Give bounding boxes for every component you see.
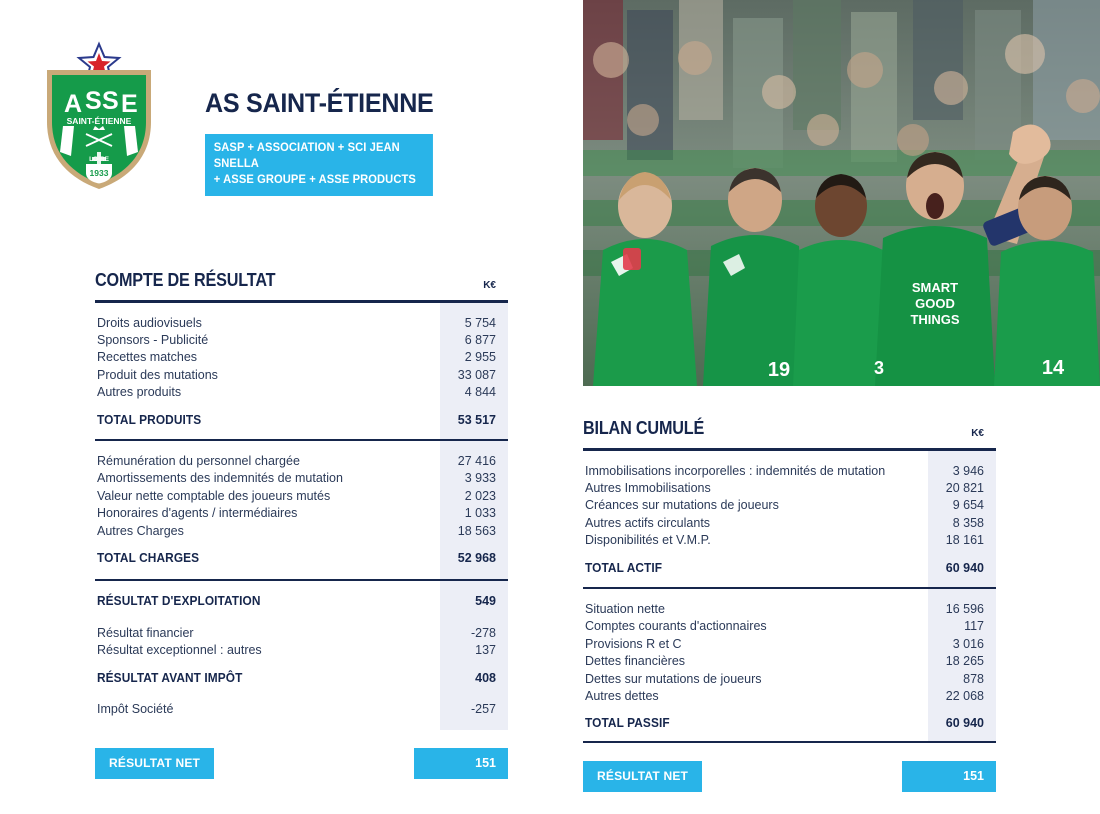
- table-row: [583, 601, 996, 618]
- svg-text:E: E: [121, 90, 138, 118]
- row-value: 6 877: [464, 332, 496, 347]
- table-row: [95, 523, 508, 540]
- row-label: TOTAL ACTIF: [585, 560, 663, 575]
- row-value: 2 023: [464, 488, 496, 503]
- row-label: Autres dettes: [585, 688, 659, 703]
- row-value: 3 016: [952, 636, 984, 651]
- club-scope-tag-line1: SASP + ASSOCIATION + SCI JEAN SNELLA: [213, 142, 400, 170]
- asse-club-crest-icon: [38, 40, 160, 192]
- net-result-label: RÉSULTAT NET: [583, 761, 702, 792]
- income-statement-header: [95, 270, 508, 300]
- table-row: [95, 642, 508, 659]
- table-row: [95, 625, 508, 642]
- row-value: 1 033: [464, 506, 496, 521]
- row-value: 137: [475, 643, 496, 658]
- row-label: Immobilisations incorporelles : indemnités de mutation: [585, 463, 886, 478]
- table-row: [95, 315, 508, 332]
- club-scope-tag-line2: + ASSE GROUPE + ASSE PRODUCTS: [213, 174, 416, 186]
- table-row: [95, 470, 508, 487]
- row-label: Rémunération du personnel chargée: [97, 453, 300, 468]
- row-value: 3 946: [952, 463, 984, 478]
- svg-text:THINGS: THINGS: [910, 312, 960, 327]
- row-value: 8 358: [952, 515, 984, 530]
- table-row: [583, 463, 996, 480]
- club-scope-tag: [205, 134, 433, 196]
- svg-text:LOIRE: LOIRE: [89, 156, 109, 163]
- table-row: [95, 453, 508, 470]
- row-label: Disponibilités et V.M.P.: [585, 533, 711, 548]
- row-label: Dettes sur mutations de joueurs: [585, 671, 762, 686]
- table-row-total-liabilities: [583, 715, 996, 732]
- balance-sheet-bottom-rule: [583, 741, 996, 743]
- balance-sheet-net-result-bar: [583, 761, 996, 792]
- balance-sheet-liabilities-rows: [583, 589, 996, 741]
- row-label: Produit des mutations: [97, 367, 218, 382]
- table-row: [583, 480, 996, 497]
- income-statement-operating-rows: [95, 581, 508, 730]
- svg-text:SAINT-ÉTIENNE: SAINT-ÉTIENNE: [66, 116, 132, 126]
- svg-text:A: A: [64, 90, 83, 118]
- club-name-title: AS SAINT-ÉTIENNE: [205, 88, 434, 118]
- row-value: 5 754: [464, 315, 496, 330]
- balance-sheet-assets-rows: [583, 451, 996, 587]
- income-statement-title: COMPTE DE RÉSULTAT: [95, 270, 276, 290]
- row-value: 60 940: [945, 716, 984, 731]
- table-row: [95, 488, 508, 505]
- row-value: 18 563: [457, 523, 496, 538]
- players-celebration-photo: [583, 0, 1100, 386]
- balance-sheet-block: [583, 418, 996, 792]
- row-value: 52 968: [457, 550, 496, 565]
- svg-text:GOOD: GOOD: [915, 296, 955, 311]
- table-row-pretax-result: [95, 670, 508, 687]
- income-statement-block: [95, 270, 508, 779]
- row-value: -278: [470, 625, 496, 640]
- row-label: Comptes courants d'actionnaires: [585, 619, 767, 634]
- table-row-total-assets: [583, 560, 996, 577]
- row-label: TOTAL PASSIF: [585, 716, 670, 731]
- table-row: [583, 515, 996, 532]
- table-row: [583, 497, 996, 514]
- row-value: 22 068: [945, 688, 984, 703]
- row-value: 3 933: [464, 471, 496, 486]
- income-statement-net-result-bar: [95, 748, 508, 779]
- row-value: 2 955: [464, 350, 496, 365]
- row-label: Provisions R et C: [585, 636, 682, 651]
- income-statement-rows: [95, 303, 508, 439]
- row-label: Dettes financières: [585, 654, 686, 669]
- row-value: 9 654: [952, 498, 984, 513]
- table-row: [95, 367, 508, 384]
- row-label: Sponsors - Publicité: [97, 332, 209, 347]
- row-value: -257: [470, 702, 496, 716]
- row-label: Résultat financier: [97, 625, 194, 640]
- row-value: 60 940: [945, 560, 984, 575]
- row-label: Situation nette: [585, 601, 665, 616]
- svg-text:14: 14: [1041, 357, 1065, 379]
- table-row: [583, 532, 996, 549]
- svg-text:1933: 1933: [89, 168, 109, 178]
- table-row: [583, 653, 996, 670]
- row-value: 878: [963, 671, 984, 686]
- net-result-label: RÉSULTAT NET: [95, 748, 214, 779]
- table-row: [583, 688, 996, 705]
- net-result-value: 151: [902, 761, 996, 792]
- row-value: 408: [475, 670, 496, 685]
- income-statement-unit: K€: [483, 280, 496, 291]
- table-row-operating-result: [95, 593, 508, 610]
- svg-text:3: 3: [873, 358, 885, 378]
- table-row-total-products: [95, 412, 508, 429]
- svg-text:19: 19: [767, 359, 791, 381]
- row-value: 20 821: [945, 480, 984, 495]
- row-value: 27 416: [457, 453, 496, 468]
- net-result-value: 151: [414, 748, 508, 779]
- row-value: 117: [964, 619, 984, 634]
- row-label: TOTAL PRODUITS: [97, 412, 202, 427]
- balance-sheet-header: [583, 418, 996, 448]
- row-label: TOTAL CHARGES: [97, 550, 200, 565]
- table-row: [95, 332, 508, 349]
- row-label: Autres Charges: [97, 523, 184, 538]
- row-label: Amortissements des indemnités de mutation: [97, 471, 343, 486]
- row-label: Autres actifs circulants: [585, 515, 711, 530]
- row-label: Honoraires d'agents / intermédiaires: [97, 506, 298, 521]
- table-row-total-charges: [95, 550, 508, 567]
- income-statement-charges-rows: [95, 441, 508, 579]
- svg-text:SMART: SMART: [911, 280, 959, 295]
- table-row: [95, 505, 508, 522]
- svg-text:S: S: [102, 87, 119, 115]
- svg-text:S: S: [85, 87, 102, 115]
- table-row: [95, 384, 508, 401]
- row-label: Résultat exceptionnel : autres: [97, 643, 262, 658]
- row-value: 18 265: [945, 654, 984, 669]
- row-label: Impôt Société: [97, 702, 174, 716]
- row-value: 18 161: [945, 533, 984, 548]
- row-label: Autres Immobilisations: [585, 480, 711, 495]
- row-value: 4 844: [464, 385, 496, 400]
- row-value: 16 596: [945, 601, 984, 616]
- row-label: Créances sur mutations de joueurs: [585, 498, 779, 513]
- row-value: 549: [475, 594, 496, 609]
- row-value: 33 087: [457, 367, 496, 382]
- row-label: Autres produits: [97, 385, 182, 400]
- row-label: Droits audiovisuels: [97, 315, 202, 330]
- row-label: Valeur nette comptable des joueurs mutés: [97, 488, 331, 503]
- row-label: RÉSULTAT AVANT IMPÔT: [97, 670, 243, 685]
- table-row: [583, 671, 996, 688]
- table-row: [583, 636, 996, 653]
- balance-sheet-unit: K€: [971, 428, 984, 439]
- row-label: RÉSULTAT D'EXPLOITATION: [97, 594, 261, 609]
- table-row: [95, 349, 508, 366]
- row-label: Recettes matches: [97, 350, 198, 365]
- table-row: [583, 618, 996, 635]
- table-row-tax: [95, 701, 508, 718]
- row-value: 53 517: [457, 412, 496, 427]
- balance-sheet-title: BILAN CUMULÉ: [583, 418, 705, 438]
